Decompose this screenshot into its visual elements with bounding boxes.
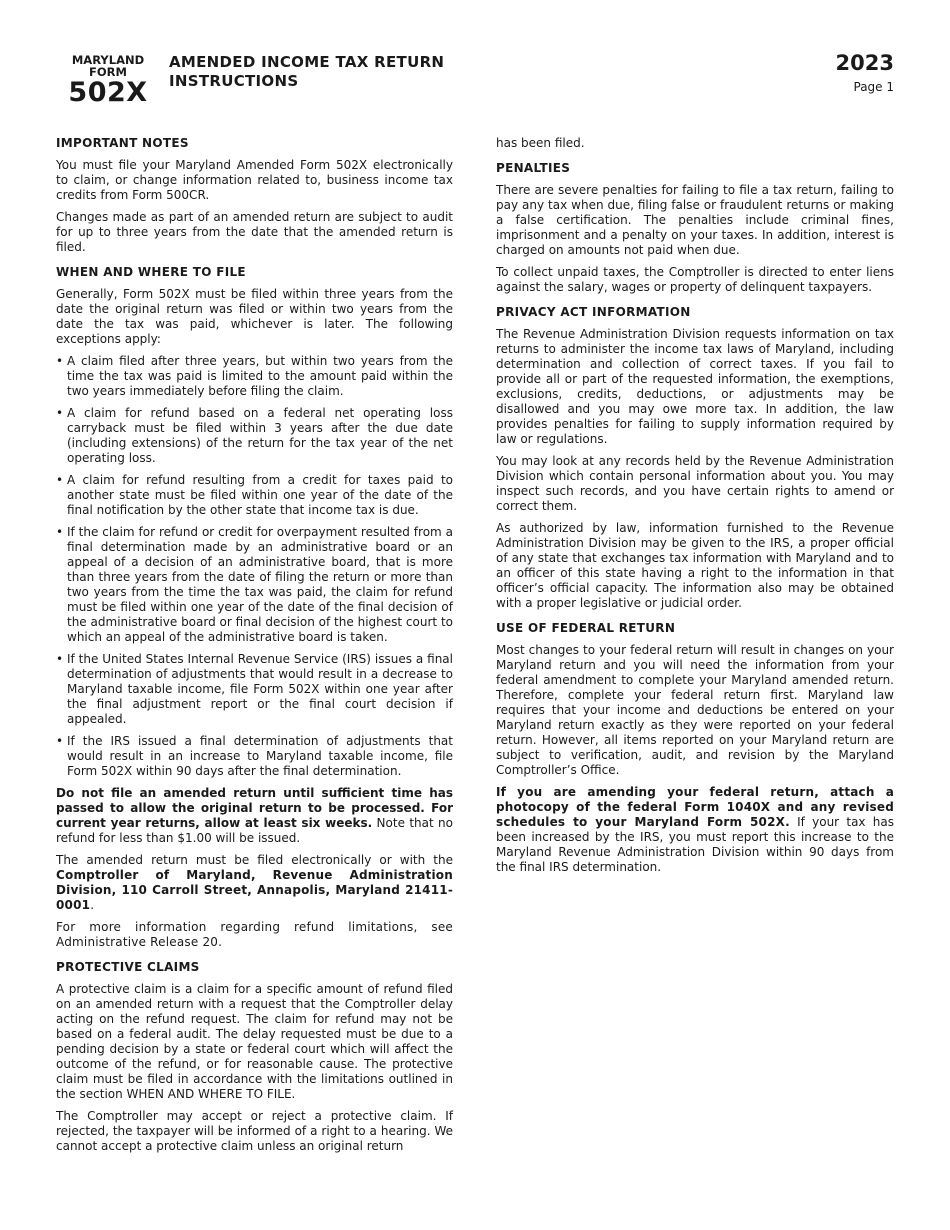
tax-year: 2023 bbox=[835, 51, 894, 75]
privacy-act-paragraph: You may look at any records held by the Revenue Administration Division which contain personal information about you. You may inspect such records, and you have certain rights to amend or correct them. bbox=[496, 454, 894, 513]
filing-address-paragraph: The amended return must be filed electronically or with the Comptroller of Maryland, Revenue Administration Division, 110 Carroll Street, Annapolis, Maryland 21411-0001. bbox=[56, 853, 453, 912]
protective-claims-paragraph: The Comptroller may accept or reject a protective claim. If rejected, the taxpayer will be informed of a right to a hearing. We cannot accept a protective claim unless an original return bbox=[56, 1109, 453, 1153]
continued-text: has been filed. bbox=[496, 136, 585, 150]
federal-return-paragraph: If you are amending your federal return, attach a photocopy of the federal Form 1040X and any revised schedules to your Maryland Form 502X. If your tax has been increased by the IRS, you must report this increase to the Maryland Revenue Administration Division within 90 days from the final IRS determination. bbox=[496, 785, 894, 874]
do-not-file-note: Note that no refund for less than $1.00 will be issued. bbox=[56, 816, 454, 845]
federal-return-heading: USE OF FEDERAL RETURN bbox=[496, 621, 676, 635]
list-item: • If the IRS issued a final determination of adjustments that would result in an increase to Maryland taxable income, file Form 502X within 90 days after the final determination. bbox=[56, 734, 453, 779]
protective-claims-paragraph: A protective claim is a claim for a specific amount of refund filed on an amended return with a request that the Comptroller delay acting on the refund request. The claim for refund may not be based on a federal audit. The delay requested must be due to a pending decision by a state or federal court which will affect the outcome of the refund, or for reasonable cause. The protective claim must be filed in accordance with the limitations outlined in the section WHEN AND WHERE TO FILE. bbox=[56, 982, 453, 1101]
do-not-file-bold: Do not file an amended return until sufficient time has passed to allow the original return to be processed. For current year returns, allow at least six weeks. bbox=[56, 786, 453, 830]
important-notes-paragraph: Changes made as part of an amended return are subject to audit for up to three years from the date that the amended return is filed. bbox=[56, 210, 453, 254]
important-notes-paragraph: You must file your Maryland Amended Form 502X electronically to claim, or change information related to, business income tax credits from Form 500CR. bbox=[56, 158, 453, 202]
form-identifier bbox=[62, 54, 154, 108]
privacy-act-paragraph: As authorized by law, information furnished to the Revenue Administration Division may be given to the IRS, a proper official of any state that exchanges tax information with Maryland and to an officer of this state having a right to the information in that officer’s official capacity. The information also may be obtained with a proper legislative or judicial order. bbox=[496, 521, 894, 610]
federal-return-paragraph: Most changes to your federal return will result in changes on your Maryland return and you will need the information from your federal amendment to complete your Maryland amended return. Therefore, complete your federal return first. Maryland law requires that your income and deductions be entered on your Maryland return exactly as they were reported on your federal return. However, all items reported on your Maryland return are subject to verification, audit, and revision by the Maryland Comptroller’s Office. bbox=[496, 643, 894, 777]
when-where-paragraph: Generally, Form 502X must be filed within three years from the date the original return was filed or within two years from the date the tax was paid, whichever is later. The following exceptions apply: bbox=[56, 287, 453, 346]
list-item: • A claim for refund resulting from a credit for taxes paid to another state must be filed within one year of the date of the final notification by the other state that income tax is due. bbox=[56, 473, 453, 518]
privacy-act-paragraph: The Revenue Administration Division requests information on tax returns to administer the income tax laws of Maryland, including determination and collection of correct taxes. If you fail to provide all or part of the requested information, the exemptions, exclusions, credits, deductions, or adjustments may be disallowed and you may owe more tax. In addition, the law provides penalties for failing to supply information required by law or regulations. bbox=[496, 327, 894, 446]
form-state: MARYLAND bbox=[71, 53, 145, 67]
list-item: • A claim for refund based on a federal net operating loss carryback must be filed within 3 years after the due date (including extensions) of the return for the tax year of the net operating loss. bbox=[56, 406, 453, 466]
list-item: • A claim filed after three years, but within two years from the time the tax was paid is limited to the amount paid within the two years immediately before filing the claim. bbox=[56, 354, 453, 399]
federal-return-bold: If you are amending your federal return, attach a photocopy of the federal Form 1040X and any revised schedules to your Maryland Form 502X. bbox=[496, 785, 894, 829]
list-item: • If the United States Internal Revenue Service (IRS) issues a final determination of adjustments that would result in a decrease to Maryland taxable income, file Form 502X within one year after the final adjustment report or the final court decision if appealed. bbox=[56, 652, 453, 727]
comptroller-address: Comptroller of Maryland, Revenue Administration Division, 110 Carroll Street, Annapolis, Maryland 21411-0001 bbox=[56, 868, 453, 912]
more-info-paragraph: For more information regarding refund limitations, see Administrative Release 20. bbox=[56, 920, 453, 949]
penalties-heading: PENALTIES bbox=[496, 161, 571, 175]
page-number: Page 1 bbox=[853, 80, 894, 94]
list-item: • If the claim for refund or credit for overpayment resulted from a final determination made by an administrative board or an appeal of a decision of an administrative board, that is more than three years from the date of filing the return or more than two years from the time the tax was paid, the claim for refund must be filed within one year of the date of the final decision of the administrative board or final decision of the highest court to which an appeal of the administrative board is taken. bbox=[56, 525, 453, 645]
left-column bbox=[56, 136, 453, 1161]
right-column bbox=[496, 136, 894, 882]
exceptions-list bbox=[56, 354, 453, 779]
important-notes-heading: IMPORTANT NOTES bbox=[56, 136, 189, 150]
page-title bbox=[169, 53, 444, 91]
form-number: 502X bbox=[68, 77, 148, 108]
title-line-2: INSTRUCTIONS bbox=[169, 72, 299, 90]
form-label: FORM bbox=[89, 65, 127, 79]
do-not-file-paragraph bbox=[56, 786, 453, 846]
protective-claims-heading: PROTECTIVE CLAIMS bbox=[56, 960, 200, 974]
title-line-1: AMENDED INCOME TAX RETURN bbox=[169, 53, 445, 71]
penalties-paragraph: To collect unpaid taxes, the Comptroller is directed to enter liens against the salary, wages or property of delinquent taxpayers. bbox=[496, 265, 894, 294]
privacy-act-heading: PRIVACY ACT INFORMATION bbox=[496, 305, 691, 319]
penalties-paragraph: There are severe penalties for failing to file a tax return, failing to pay any tax when due, filing false or fraudulent returns or making a false certification. The penalties include criminal fines, imprisonment and a penalty on your taxes. In addition, interest is charged on amounts not paid when due. bbox=[496, 183, 894, 257]
when-where-heading: WHEN AND WHERE TO FILE bbox=[56, 265, 246, 279]
